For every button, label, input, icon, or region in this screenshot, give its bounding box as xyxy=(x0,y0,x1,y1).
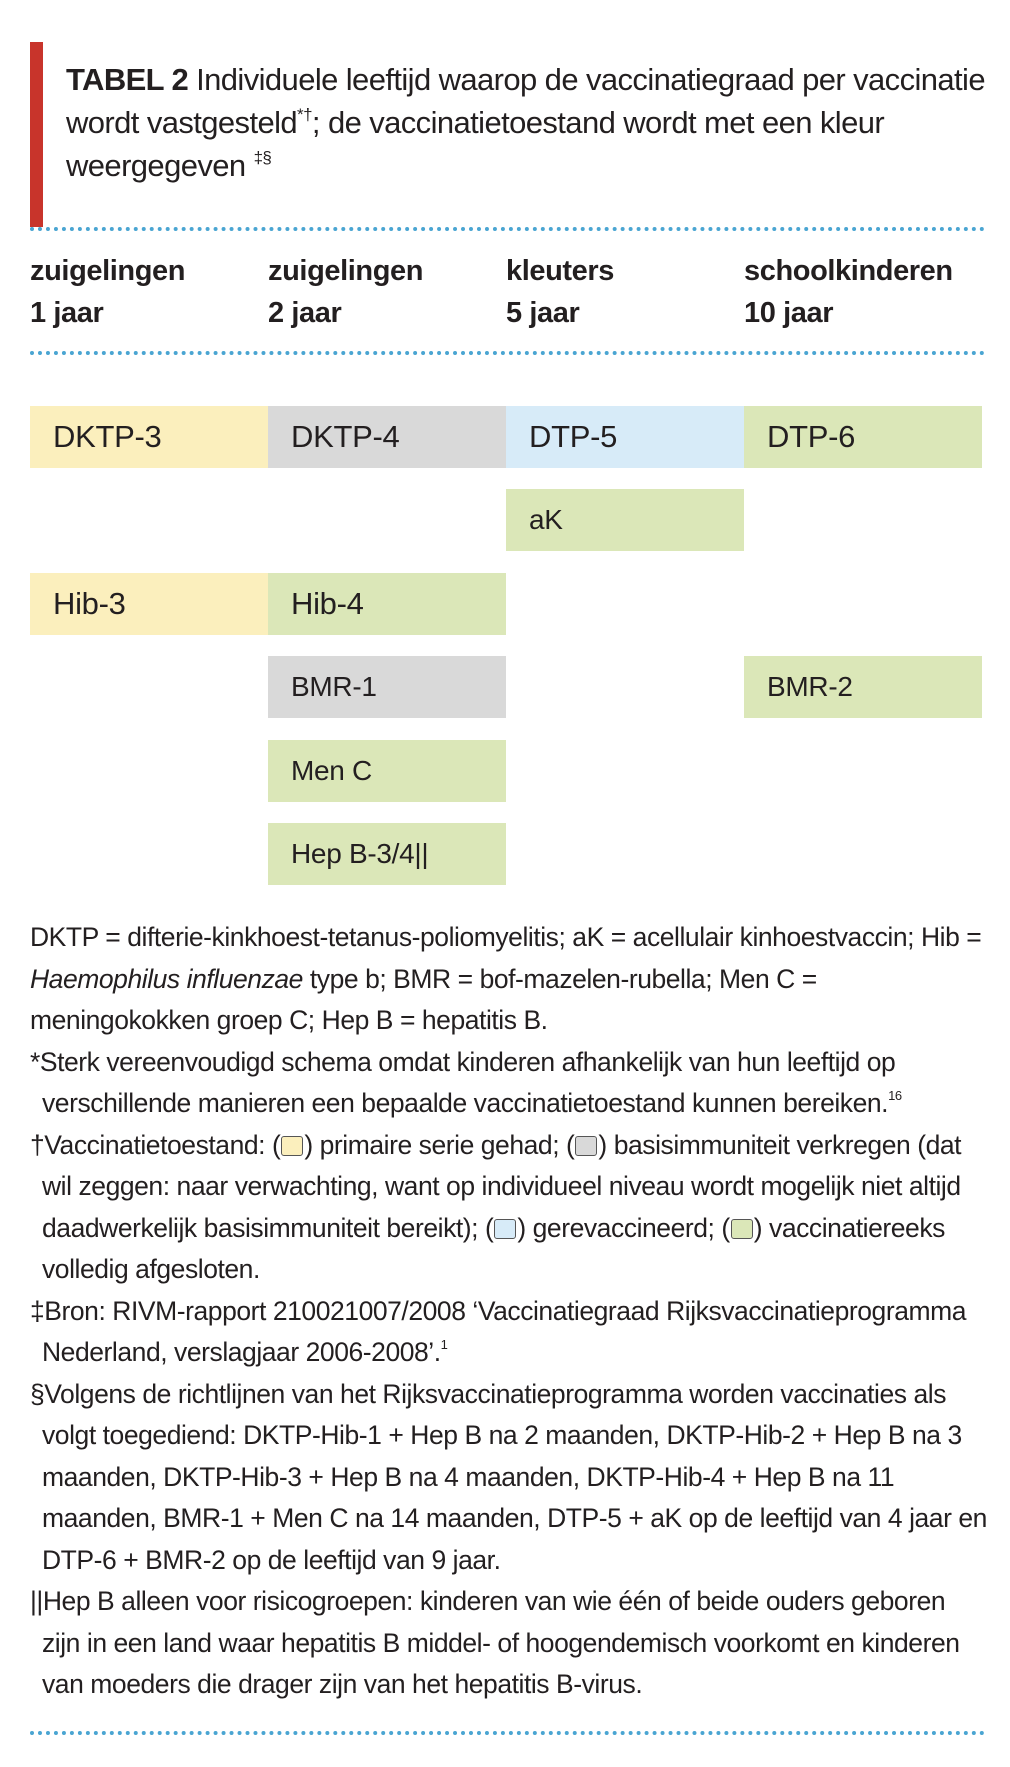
cell-bmr-2: BMR-2 xyxy=(744,656,982,718)
cell-bmr-1: BMR-1 xyxy=(268,656,506,718)
note-star-ref: 16 xyxy=(888,1088,902,1104)
note-dagger-part-4: ) gerevaccineerd; ( xyxy=(517,1212,730,1243)
column-header-2 xyxy=(268,250,423,334)
swatch-blue-icon xyxy=(494,1219,516,1239)
note-double-dagger-ref: 1 xyxy=(440,1337,448,1353)
divider-top xyxy=(30,227,985,231)
column-header-4-line1: schoolkinderen xyxy=(744,255,953,287)
divider-bottom xyxy=(30,1731,985,1735)
column-header-2-line2: 2 jaar xyxy=(268,297,342,329)
note-dagger-part-2: ) primaire serie gehad; ( xyxy=(304,1129,575,1160)
note-abbreviations-italic: Haemophilus influenzae xyxy=(30,963,303,994)
column-header-2-line1: zuigelingen xyxy=(268,255,424,287)
column-header-1 xyxy=(30,250,185,334)
note-abbreviations xyxy=(30,917,990,1042)
column-header-3-line1: kleuters xyxy=(506,255,615,287)
column-header-3-line2: 5 jaar xyxy=(506,297,580,329)
column-header-1-line2: 1 jaar xyxy=(30,297,104,329)
swatch-grey-icon xyxy=(575,1136,597,1156)
note-star xyxy=(30,1042,990,1125)
column-header-1-line1: zuigelingen xyxy=(30,255,186,287)
note-abbreviations-part-1: DKTP = difterie-kinkhoest-tetanus-poliomyelitis; aK = acellulair kinhoestvaccin; Hib = xyxy=(30,922,982,952)
cell-dtp-5: DTP-5 xyxy=(506,406,744,468)
note-pipes: ||Hep B alleen voor risicogroepen: kinderen van wie één of beide ouders geboren zijn in een land waar hepatitis B middel- of hoogendemisch voorkomt en kinderen van moeders die drager zijn van het hepatitis B-virus. xyxy=(30,1586,960,1699)
cell-men-c: Men C xyxy=(268,740,506,802)
note-dagger-part-3: ) basisimmuniteit verkregen (dat wil zeggen: naar verwachting, want op individueel niveau wordt mogelijk niet altijd daadwerkelijk basisimmuniteit bereikt); ( xyxy=(42,1129,962,1243)
column-header-4 xyxy=(744,250,953,334)
note-double-dagger-text: ‡Bron: RIVM-rapport 210021007/2008 ‘Vaccinatiegraad Rijksvaccinatieprogramma Nederland, verslagjaar 2006-2008’. xyxy=(30,1295,967,1367)
swatch-yellow-icon xyxy=(281,1136,303,1156)
note-dagger-part-1: †Vaccinatietoestand: ( xyxy=(30,1129,281,1160)
note-dagger-part-5: ) vaccinatiereeks volledig afgesloten. xyxy=(42,1212,945,1284)
divider-header xyxy=(30,351,985,355)
table-title-block xyxy=(30,42,990,227)
column-header-3 xyxy=(506,250,614,334)
cell-hib-3: Hib-3 xyxy=(30,573,268,635)
cell-dktp-3: DKTP-3 xyxy=(30,406,268,468)
note-double-dagger xyxy=(30,1291,990,1374)
note-star-text: *Sterk vereenvoudigd schema omdat kinderen afhankelijk van hun leeftijd op verschillende manieren een bepaalde vaccinatietoestand kunnen bereiken. xyxy=(30,1046,896,1118)
title-part-2: ; de vaccinatietoestand wordt met een kleur weergegeven xyxy=(66,105,885,183)
title-footnote-marks-2: ‡§ xyxy=(253,147,272,167)
table-title xyxy=(66,58,986,187)
cell-dtp-6: DTP-6 xyxy=(744,406,982,468)
note-section: §Volgens de richtlijnen van het Rijksvaccinatieprogramma worden vaccinaties als volgt toegediend: DKTP-Hib-1 + Hep B na 2 maanden, DKTP-Hib-2 + Hep B na 3 maanden, DKTP-Hib-3 + Hep B na 4 maanden, DKTP-Hib-4 + Hep B na 11 maanden, BMR-1 + Men C na 14 maanden, DTP-5 + aK op de leeftijd van 4 jaar en DTP-6 + BMR-2 op de leeftijd van 9 jaar. xyxy=(30,1378,987,1575)
title-footnote-marks-1: *† xyxy=(297,104,312,124)
cell-ak: aK xyxy=(506,489,744,551)
cell-dktp-4: DKTP-4 xyxy=(268,406,506,468)
note-abbreviations-part-2: type b; BMR = bof-mazelen-rubella; Men C = meningokokken groep C; Hep B = hepatitis B. xyxy=(30,963,817,1035)
title-part-1: Individuele leeftijd waarop de vaccinatiegraad per vaccinatie wordt vastgesteld xyxy=(66,62,985,140)
footnotes xyxy=(30,917,990,1706)
cell-hep-b: Hep B-3/4|| xyxy=(268,823,506,885)
note-dagger xyxy=(30,1125,990,1291)
column-header-4-line2: 10 jaar xyxy=(744,297,834,329)
accent-bar xyxy=(30,42,43,227)
cell-hib-4: Hib-4 xyxy=(268,573,506,635)
swatch-green-icon xyxy=(731,1219,753,1239)
table-number: TABEL 2 xyxy=(66,62,189,97)
